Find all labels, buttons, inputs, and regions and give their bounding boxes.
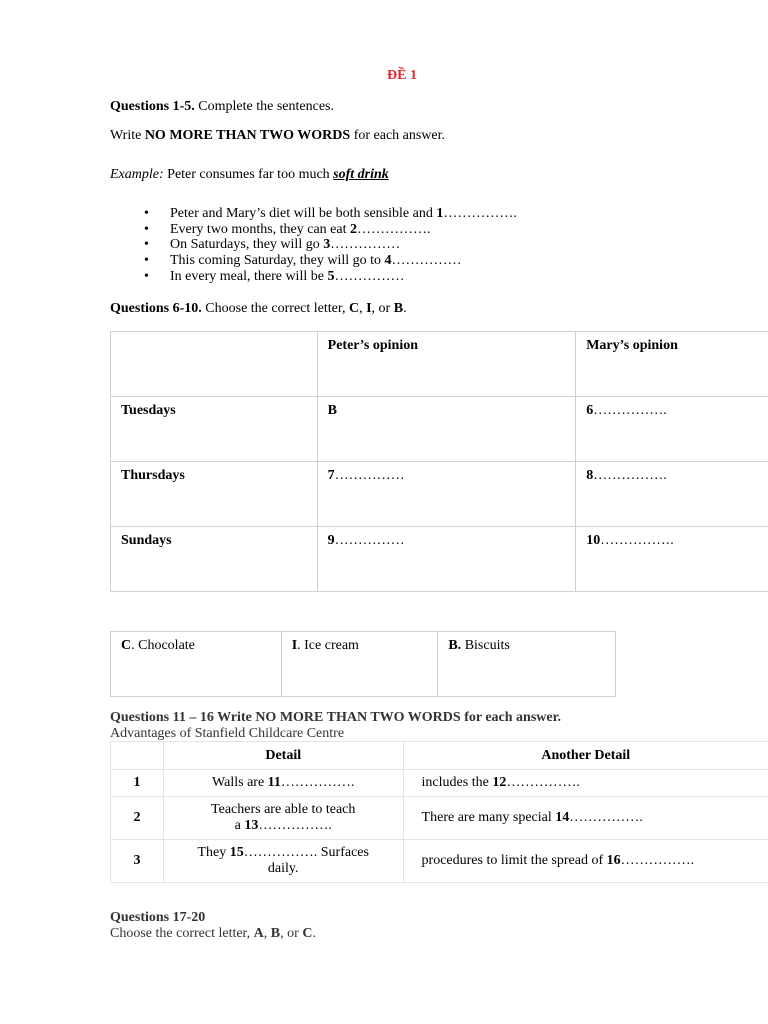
table-header-row bbox=[111, 332, 768, 397]
sep: , or bbox=[280, 926, 303, 941]
mary-number: 6 bbox=[586, 403, 594, 418]
answer-blank[interactable]: ……………. bbox=[593, 468, 667, 483]
letter-c: C bbox=[348, 301, 360, 316]
item-text: On Saturdays, they will go bbox=[170, 237, 324, 253]
day-label: Thursdays bbox=[121, 468, 185, 483]
answer-blank[interactable]: ……………. bbox=[258, 818, 332, 833]
q17-20-instruction bbox=[110, 926, 316, 942]
option-letter: B. bbox=[448, 638, 462, 653]
table-row bbox=[111, 770, 768, 797]
table-cell bbox=[111, 397, 318, 462]
detail-cell bbox=[163, 797, 403, 840]
table-cell bbox=[576, 397, 768, 462]
item-number: 5 bbox=[327, 268, 335, 284]
instruction-bold: NO MORE THAN TWO WORDS bbox=[144, 128, 351, 143]
item-number: 3 bbox=[323, 237, 331, 253]
sep: , or bbox=[371, 301, 394, 316]
table-header-cell bbox=[317, 332, 576, 397]
item-number: 1 bbox=[436, 206, 444, 221]
list-item bbox=[170, 222, 517, 238]
table-cell bbox=[111, 462, 318, 527]
row-number: 1 bbox=[111, 770, 164, 797]
example-label: Example: bbox=[110, 167, 164, 182]
detail-cell bbox=[163, 840, 403, 883]
table-header-cell bbox=[576, 332, 768, 397]
detail-text: There are many special bbox=[421, 810, 556, 825]
letter-c: C bbox=[302, 926, 313, 941]
detail-text: a bbox=[234, 818, 245, 833]
sep: . bbox=[403, 301, 407, 316]
opinion-table bbox=[110, 331, 768, 592]
table-row bbox=[111, 462, 768, 527]
table-cell bbox=[111, 527, 318, 592]
table-cell bbox=[317, 527, 576, 592]
question-number: 15 bbox=[229, 845, 244, 860]
answer-blank[interactable]: ……………. Surfaces bbox=[243, 845, 369, 860]
example-text: Peter consumes far too much bbox=[163, 167, 334, 182]
detail-text: Walls are bbox=[212, 775, 268, 790]
answer-blank[interactable]: ……………. bbox=[620, 853, 695, 868]
sep: . bbox=[312, 926, 316, 941]
answer-blank[interactable]: ……………. bbox=[569, 810, 643, 825]
answer-blank[interactable]: ……………. bbox=[593, 403, 667, 418]
question-number: 13 bbox=[244, 818, 259, 833]
table-cell bbox=[576, 527, 768, 592]
q6-10-heading-text: Choose the correct letter, bbox=[201, 301, 349, 316]
table-cell bbox=[317, 397, 576, 462]
question-number: 11 bbox=[267, 775, 281, 790]
option-cell bbox=[281, 632, 438, 697]
table-cell bbox=[317, 462, 576, 527]
option-cell bbox=[438, 632, 616, 697]
instruction-pre: Write bbox=[110, 128, 145, 143]
detail-text: Teachers are able to teach bbox=[211, 802, 356, 817]
advantages-subtitle: Advantages of Stanfield Childcare Centre bbox=[110, 726, 345, 741]
detail-text: procedures to limit the spread of bbox=[421, 853, 607, 868]
sep: , bbox=[359, 301, 367, 316]
item-text: Every two months, they can eat bbox=[170, 221, 351, 237]
item-text: Peter and Mary’s diet will be both sensible and bbox=[170, 206, 437, 221]
example-answer: soft drink bbox=[333, 167, 389, 182]
option-label: Biscuits bbox=[464, 638, 510, 653]
answer-blank[interactable]: ……………. bbox=[443, 206, 517, 221]
table-cell bbox=[576, 462, 768, 527]
question-number: 16 bbox=[606, 853, 621, 868]
header-peter: Peter’s opinion bbox=[327, 338, 418, 353]
header-empty bbox=[111, 332, 317, 344]
letter-b: B bbox=[393, 301, 404, 316]
answer-blank[interactable]: …………… bbox=[334, 468, 405, 483]
another-detail-cell bbox=[403, 840, 768, 883]
table-row bbox=[111, 397, 768, 462]
table-row bbox=[111, 527, 768, 592]
table-row bbox=[111, 797, 768, 840]
advantages-table bbox=[110, 741, 768, 883]
option-label: Chocolate bbox=[138, 638, 195, 653]
q1-5-instruction bbox=[110, 128, 445, 144]
answer-blank[interactable]: ……………. bbox=[280, 775, 355, 790]
q17-20-heading: Questions 17-20 bbox=[110, 910, 206, 925]
q1-5-list bbox=[170, 206, 517, 284]
item-text: This coming Saturday, they will go to bbox=[170, 253, 385, 269]
day-label: Tuesdays bbox=[121, 403, 176, 418]
q1-5-heading-bold: Questions 1-5. bbox=[110, 99, 195, 114]
option-letter: I bbox=[291, 638, 298, 653]
sep: . bbox=[297, 638, 305, 653]
answer-blank[interactable]: ……………. bbox=[600, 533, 674, 548]
letter-i: I bbox=[366, 301, 372, 316]
q1-5-heading bbox=[110, 99, 334, 115]
detail-text: includes the bbox=[421, 775, 493, 790]
list-item bbox=[170, 269, 517, 285]
example-line bbox=[110, 167, 389, 183]
q1-5-heading-text: Complete the sentences. bbox=[194, 99, 334, 114]
question-number: 12 bbox=[492, 775, 507, 790]
row-number: 3 bbox=[111, 840, 164, 883]
peter-number: 9 bbox=[327, 533, 335, 548]
peter-answer: B bbox=[327, 403, 337, 418]
answer-blank[interactable]: ……………. bbox=[506, 775, 580, 790]
options-table bbox=[110, 631, 616, 697]
sep: . bbox=[131, 638, 139, 653]
option-label: Ice cream bbox=[304, 638, 359, 653]
table-header-cell bbox=[111, 332, 318, 397]
answer-blank[interactable]: ……………. bbox=[357, 221, 431, 237]
question-number: 14 bbox=[555, 810, 570, 825]
item-text: In every meal, there will be bbox=[170, 268, 328, 284]
detail-cell bbox=[163, 770, 403, 797]
detail-text: daily. bbox=[267, 861, 299, 876]
mary-number: 10 bbox=[586, 533, 601, 548]
answer-blank[interactable]: …………… bbox=[391, 253, 462, 269]
another-detail-cell bbox=[403, 770, 768, 797]
q6-10-heading-bold: Questions 6-10. bbox=[110, 301, 202, 316]
table-header-cell bbox=[111, 742, 164, 770]
item-number: 2 bbox=[350, 221, 358, 237]
q6-10-heading bbox=[110, 301, 407, 317]
row-number: 2 bbox=[111, 797, 164, 840]
detail-text: They bbox=[197, 845, 230, 860]
list-item bbox=[170, 237, 517, 253]
day-label: Sundays bbox=[121, 533, 172, 548]
answer-blank[interactable]: …………… bbox=[330, 237, 401, 253]
answer-blank[interactable]: …………… bbox=[334, 268, 405, 284]
instruction-post: for each answer. bbox=[350, 128, 446, 143]
item-number: 4 bbox=[384, 253, 392, 269]
table-row bbox=[111, 632, 616, 697]
table-header-cell: Another Detail bbox=[403, 742, 768, 770]
option-cell bbox=[111, 632, 282, 697]
mary-number: 8 bbox=[586, 468, 594, 483]
list-item bbox=[170, 206, 517, 222]
table-row bbox=[111, 840, 768, 883]
instruction-text: Choose the correct letter, bbox=[110, 926, 254, 941]
letter-b: B bbox=[270, 926, 281, 941]
list-item bbox=[170, 253, 517, 269]
sep: , bbox=[263, 926, 271, 941]
header-mary: Mary’s opinion bbox=[586, 338, 678, 353]
answer-blank[interactable]: …………… bbox=[334, 533, 405, 548]
option-letter: C bbox=[121, 638, 132, 653]
page-title: ĐỀ 1 bbox=[387, 68, 417, 83]
peter-number: 7 bbox=[327, 468, 335, 483]
table-header-cell: Detail bbox=[163, 742, 403, 770]
another-detail-cell bbox=[403, 797, 768, 840]
table-header-row bbox=[111, 742, 768, 770]
letter-a: A bbox=[253, 926, 264, 941]
q11-16-heading: Questions 11 – 16 Write NO MORE THAN TWO WORDS for each answer. bbox=[110, 710, 562, 725]
